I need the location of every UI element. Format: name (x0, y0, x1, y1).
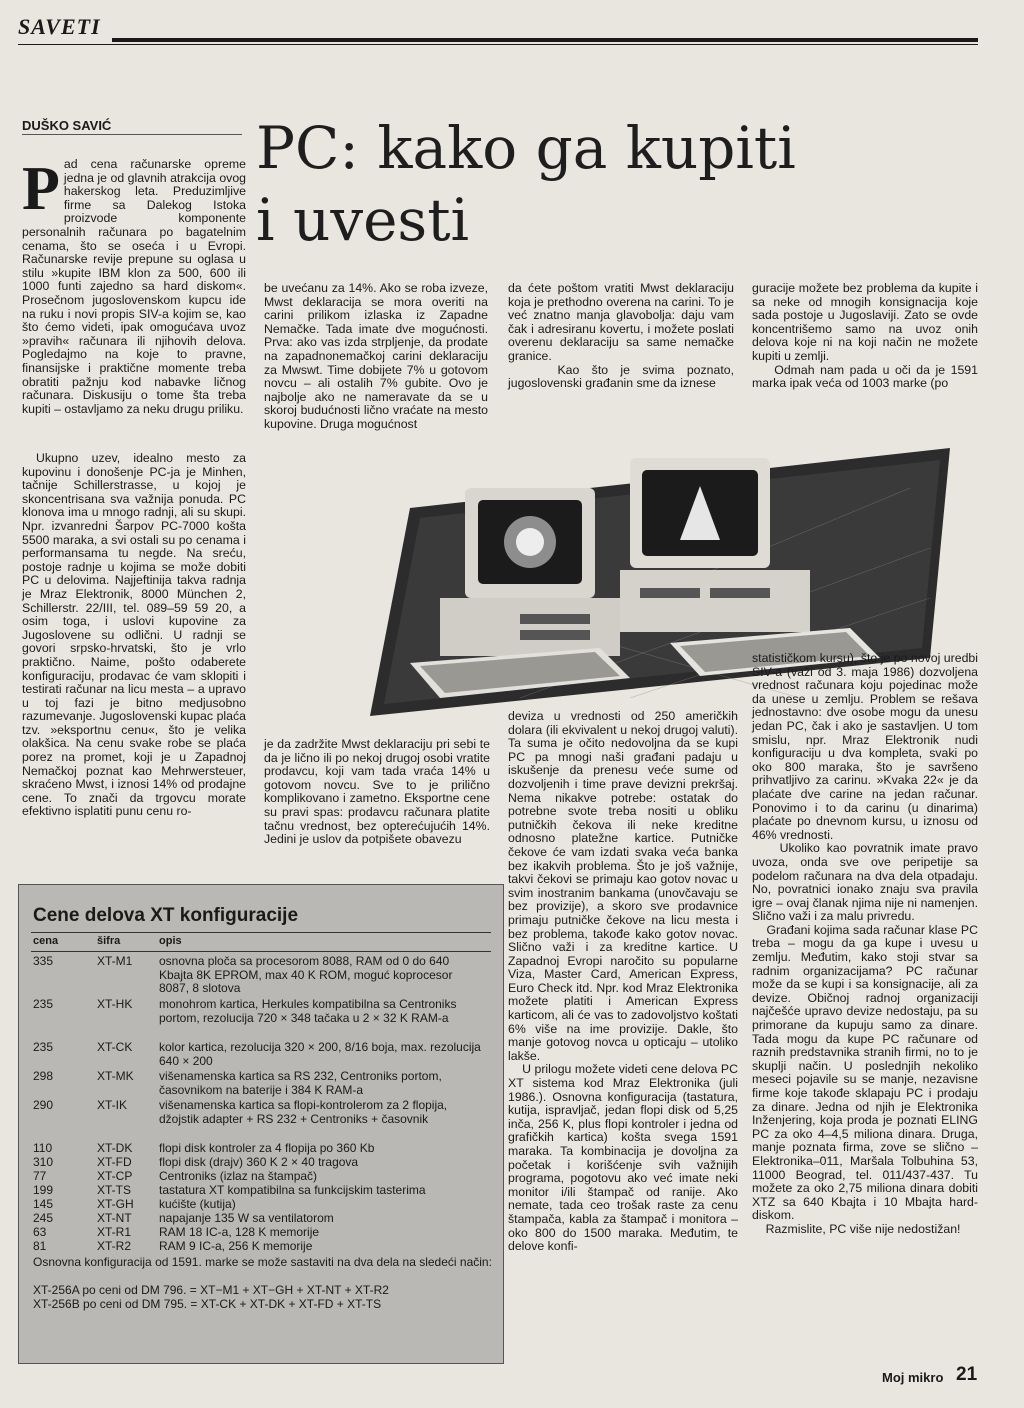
column-4-bottom: statističkom kursu), što je po novoj uredbi SIV-a (važi od 3. maja 1986) dozvoljena vrednost računara koju pojedinac može da unese u zemlju. Problem se rešava jednostavno: dve osobe mogu da unesu jedan PC, čak i ako je sastavljen. U tom smislu, npr. Mraz Elektronik nudi konfiguraciju u dva kompleta, svaki po oko 800 maraka, što je savršeno prihvatljivo za carinu. »Kvaka 22« je da plaćate dve carine na jedan računar. Ponovimo i to da carinu (u dinarima) plaćate po dnevnom kursu, u iznosu od 46% vrednosti. Ukoliko kao povratnik imate pravo uvoza, onda sve ove peripetije sa podelom računara na dva dela otpadaju. No, povratnici ionako znaju sva pravila igre – ovaj članak njima nije ni namenjen. Slično važi i za malu privredu. Građani kojima sada računar klase PC treba – mogu da ga kupe i uvesu u zemlju. Međutim, kako stoji stvar sa radnim organizacijama? PC računar može da se kupi i sa konsignacije, ali za devize. Običnoj radnoj organizaciji najčešće upravo devize nedostaju, pa su primorane da kupuju samo za dinare. Tada mogu da kupe PC računare od raznih predstavnika stranih firmi, no to je skuplji način. U poslednjih nekoliko meseci pojavile su se manje, nezavisne firme koje takođe sklapaju PC i prodaju za dinare. Jedna od njih je Elektronika Inženjering, koja proda je poznati ELING PC za oko 4–4,5 miliona dinara. Druga, manje poznata firma, zove se slično – Elektronika–011, Maršala Tolbuhina 53, 11000 Beograd, tel. 011/437-437. Tu možete za oko 2,75 miliona dinara dobiti XTZ sa 640 Kbajta i 10 Mbajta hard-diskom. Razmislite, PC više nije nedostižan! (752, 651, 979, 1236)
table-cell: 310 (33, 1155, 54, 1169)
drop-cap: P (22, 155, 60, 223)
page-number: 21 (956, 1364, 978, 1385)
table-cell: 290 (33, 1098, 54, 1112)
column-2-top: be uvećanu za 14%. Ako se roba izveze, Mwst deklaracija se mora overiti na carini prilikom izlaska iz Zapadne Nemačke. Tada imate dve mogućnosti. Prva: ako vas izda strpljenje, da prodate na zapadnonemačkoj carini deklaraciju za Mwswt. Time dobijete 7% u gotovom novcu – ali ostalih 7% gubite. Ovo je najbolje ako ne nameravate da se u skoroj budućnosti lično vraćate na mesto kupovine. Druga mogućnost (264, 281, 492, 431)
table-cell: 77 (33, 1169, 47, 1183)
header-rule-thin (18, 44, 978, 45)
table-cell: 199 (33, 1183, 54, 1197)
table-cell: 145 (33, 1197, 54, 1211)
section-title: SAVETI (18, 14, 101, 39)
column-1-body: Ukupno uzev, idealno mesto za kupovinu i donošenje PC-ja je Minhen, tačnije Schillerstrasse, u kojoj je skoncentrisana sva važnija ponuda. PC klonova ima u mnogo radnji, ali su skupi. Npr. izvanredni Šarpov PC-7000 košta 5500 maraka, a svi ostali su po cenama i performansama tu negde. Na sreću, postoje radnje u kojima se može dobiti PC u delovima. Najjeftinija takva radnja je Mraz Elektronik, 8000 München 2, Schillerstr. 22/III, tel. 089–59 59 20, a osim toga, i uslovi kupovine za Jugoslovene su odlični. U radnji se govori srpsko-hrvatski, što je vrlo praktično. Naime, pošto odaberete konfiguraciju, prodavac će vam sklopiti i testirati računar na licu mesta – a upravo u toj fazi je bitno medjusobno razumevanje. Jugoslovenski kupac plaća tzv. »eksportnu cenu«, što je velika olakšica. Na cenu svake robe se plaća porez na promet, koji je u Zapadnoj Nemačkoj poznat kao Mehrwersteuer, skraćeno Mwst, i iznosi 14% od prodajne cene. To znači da trgovcu morate efektivno isplatiti punu cenu ro- (22, 451, 250, 819)
table-cell: flopi disk kontroler za 4 flopija po 360 Kb (159, 1141, 375, 1155)
table-cell: višenamenska kartica sa flopi-kontrolerom za 2 flopija, džojstik adapter + RS 232 + Centroniks + časovnik (159, 1098, 448, 1126)
table-cell: 335 (33, 954, 54, 968)
table-cell: flopi disk (drajv) 360 K 2 × 40 tragova (159, 1155, 359, 1169)
table-cell: tastatura XT kompatibilna sa funkcijskim tasterima (159, 1183, 426, 1197)
table-cell: XT-FD (97, 1155, 132, 1169)
headline-line-2: i uvesti (256, 186, 470, 254)
table-footer-config-b: XT-256B po ceni od DM 795. = XT-CK + XT-DK + XT-FD + XT-TS (33, 1297, 382, 1311)
table-cell: XT-TS (97, 1183, 132, 1197)
table-cell: XT-DK (97, 1141, 133, 1155)
table-rule-header (31, 951, 491, 952)
table-cell: kolor kartica, rezolucija 320 × 200, 8/16 boja, max. rezolucija 640 × 200 (159, 1040, 481, 1068)
table-cell: XT-MK (97, 1069, 134, 1083)
table-cell: 63 (33, 1225, 47, 1239)
table-cell: RAM 18 IC-a, 128 K memorije (159, 1225, 320, 1239)
headline-line-1: PC: kako ga kupiti (256, 114, 796, 182)
table-cell: kućište (kutija) (159, 1197, 236, 1211)
table-cell: XT-HK (97, 997, 133, 1011)
table-cell: 81 (33, 1239, 47, 1253)
table-header-desc: opis (159, 935, 182, 947)
price-table (18, 884, 504, 1364)
table-cell: XT-CK (97, 1040, 133, 1054)
table-cell: XT-NT (97, 1211, 132, 1225)
table-cell: XT-R1 (97, 1225, 132, 1239)
author-name: DUŠKO SAVIĆ (22, 118, 112, 133)
table-cell: 110 (33, 1141, 53, 1155)
column-3-bottom: deviza u vrednosti od 250 američkih dolara (ili ekvivalent u nekoj drugoj valuti). Ta suma je očito nedovoljna da se kupi PC pa mnogi naši građani padaju u iskušenje da prenesu veće sume od dozvoljenih i time prave devizni prekršaj. Nema nikakve potrebe: ostatak do potrebne svote treba nositi u obliku putničkih čekova ili neke kreditne odnosno platežne kartice. Putničke čekove će vam izdati svaka veća banka bez ikakvih problema. Što je još važnije, takvi čekovi se primaju kao gotov novac u svim inostranim bankama (unovčavaju se bez provizije), a skoro sve prodavnice primaju putničke čekove na licu mesta i bez problema, takođe kako gotov novac. Slično važi i za kreditne kartice. U Zapadnoj Evropi naročito su popularne Viza, Master Card, American Express, Euro Check itd. Npr. kod Mraz Elektronika možete platiti i American Express karticom, ali će vas to zadovoljstvo koštati 6% više na ime provizije. Dakle, što manje gotovog novca u opticaju – utoliko lakše. U prilogu možete videti cene delova PC XT sistema kod Mraz Elektronika (juli 1986.). Osnovna konfiguracija (tastatura, kutija, ispravljač, jedan flopi disk od 5,25 inča, 256 K, plus flopi kontroler i jedna od grafičkih kartica) košta svega 1591 maraka. Ta kombinacija je dovoljna za početak i korišćenje svih važnijih programa, pogotovu ako već imate neki monitor i/ili štampač od ranije. Ako nemate, tada ceo trošak raste za cenu štampača, kabla za štampač i monitora – oko 800 do 1500 maraka. Međutim, te delove konfi- (508, 709, 738, 1254)
table-cell: XT-M1 (97, 954, 133, 968)
table-cell: XT-IK (97, 1098, 128, 1112)
table-cell: monohrom kartica, Herkules kompatibilna sa Centroniks portom, rezolucija 720 × 348 tačaka u 2 × 32 K RAM-a (159, 997, 457, 1025)
table-cell: XT-R2 (97, 1239, 132, 1253)
column-3-top: da ćete poštom vratiti Mwst deklaraciju koja je prethodno overena na carini. To je već znatno manja glavobolja: daju vam čak i adresiranu kovertu, i možete poslati overenu deklaraciju sa same nemačke granice. Kao što je svima poznato, jugoslovenski građanin sme da iznese (508, 281, 735, 391)
table-cell: napajanje 135 W sa ventilatorom (159, 1211, 334, 1225)
table-cell: 235 (33, 1040, 54, 1054)
table-cell: RAM 9 IC-a, 256 K memorije (159, 1239, 313, 1253)
table-header-price: cena (33, 935, 59, 947)
table-header-code: šifra (97, 935, 121, 947)
table-rule-top (31, 932, 491, 933)
intro-paragraph (22, 155, 250, 416)
column-4-top: guracije možete bez problema da kupite i sa neke od mnogih konsignacija koje sada postoje u Jugoslaviji. Zato se ovde koncentrišemo samo na uvoz onih delova koje ni na koji način ne možete kupiti u zemlji. Odmah nam pada u oči da je 1591 marka ipak veća od 1003 marke (po (752, 281, 978, 391)
header-rule (112, 38, 978, 42)
intro-text: ad cena računarske opreme jedna je od glavnih atrakcija ovog hakerskog leta. Preduzimljive firme sa Dalekog Istoka proizvode komponente personalnih računara po bagatelnim cenama, što se oseća i u Evropi. Računarske revije prepune su oglasa u stilu »kupite IBM klon za 500, 600 ili 1000 funti zajedno sa hard diskom«. Prosečnom jugoslovenskom kupcu ide na ruku i novi propis SIV-a kojim se, kao što ćemo videti, ipak omogućava uvoz »pravih« računara ili njihovih delova. Pogledajmo na koje to pravne, finansijske i praktične momente treba obratiti pažnju kod nabavke ličnog računara. Diskusiju o tome šta treba kupiti – ostavljamo za neku drugu priliku. (22, 157, 250, 416)
table-footer-config-a: XT-256A po ceni od DM 796. = XT−M1 + XT−GH + XT-NT + XT-R2 (33, 1283, 389, 1297)
table-cell: XT-GH (97, 1197, 134, 1211)
column-2-bottom: je da zadržite Mwst deklaraciju pri sebi te da je lično ili po nekoj drugoj osobi vratite prodavcu, koji vam tada vraća 14% u gotovom novcu. Sve to je prilično komplikovano i zametno. Eksportne cene su pravi spas: prodavcu računara platite tačnu vrednost, bez opterećujućih 14%. Jedini je uslov da potpišete obavezu (264, 737, 494, 847)
author-rule (22, 134, 242, 135)
table-cell: 245 (33, 1211, 54, 1225)
table-cell: 298 (33, 1069, 54, 1083)
article-headline (256, 112, 986, 256)
magazine-name: Moj mikro (882, 1370, 944, 1385)
table-cell: Centroniks (izlaz na štampač) (159, 1169, 318, 1183)
table-cell: višenamenska kartica sa RS 232, Centroniks portom, časovnikom na baterije i 384 K RAM-a (159, 1069, 442, 1097)
table-cell: XT-CP (97, 1169, 133, 1183)
table-cell: osnovna ploča sa procesorom 8088, RAM od 0 do 640 Kbajta 8K EPROM, max 40 K ROM, moguć koprocesor 8087, 8 slotova (159, 954, 453, 995)
table-cell: 235 (33, 997, 54, 1011)
table-footer-note: Osnovna konfiguracija od 1591. marke se može sastaviti na dva dela na sledeći način: (33, 1255, 492, 1269)
table-title: Cene delova XT konfiguracije (33, 905, 299, 926)
